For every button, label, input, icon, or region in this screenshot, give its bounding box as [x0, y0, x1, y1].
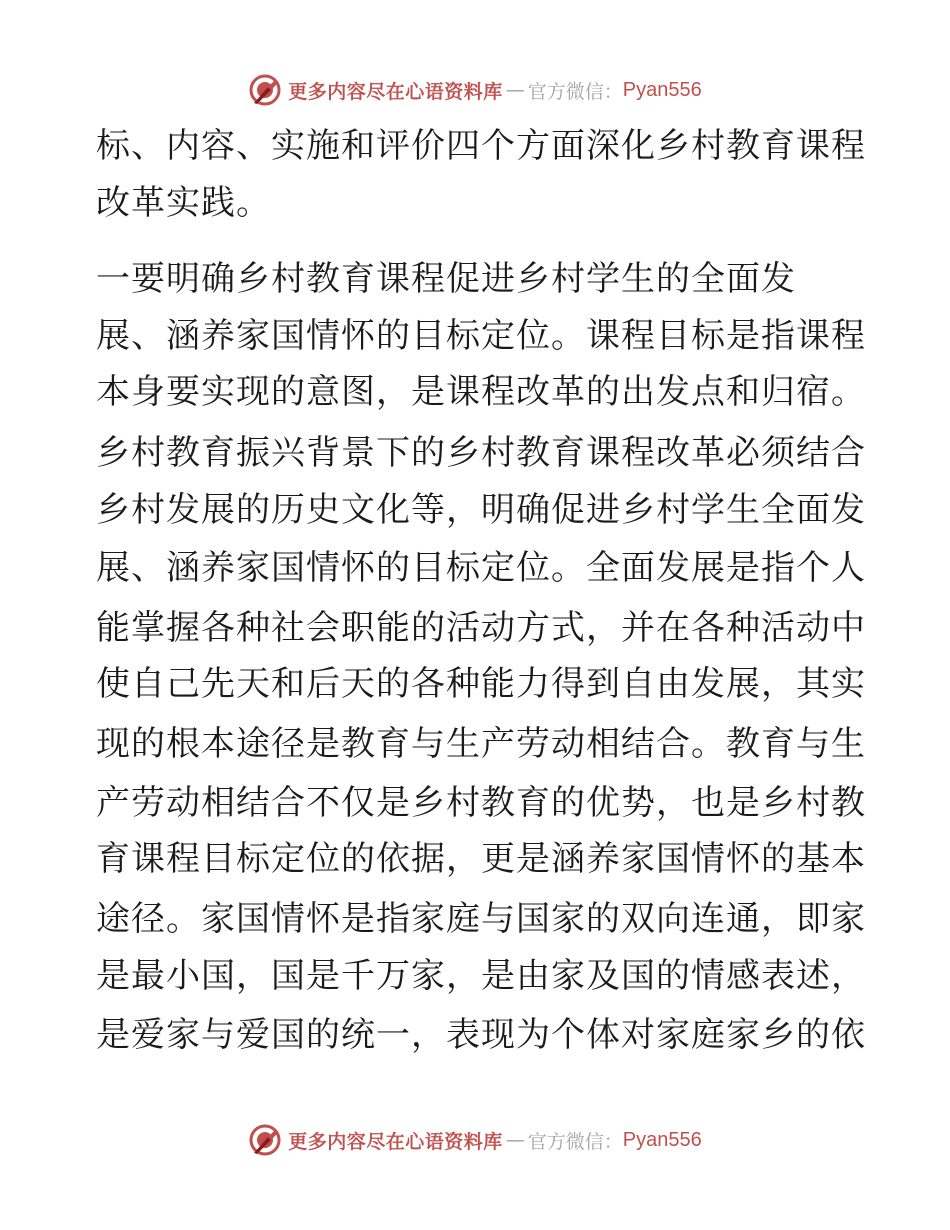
body-line: 途径。家国情怀是指家庭与国家的双向连通，即家	[96, 899, 866, 939]
body-line: 是爱家与爱国的统一，表现为个体对家庭家乡的依	[96, 1015, 866, 1055]
pen-logo-icon	[248, 1123, 282, 1157]
header-banner	[0, 70, 950, 110]
footer-banner	[0, 1120, 950, 1160]
body-line: 乡村教育振兴背景下的乡村教育课程改革必须结合	[96, 433, 866, 473]
body-line: 展、涵养家国情怀的目标定位。课程目标是指课程	[96, 316, 866, 356]
body-line: 育课程目标定位的依据，更是涵养家国情怀的基本	[96, 839, 866, 879]
pen-logo-icon	[248, 73, 282, 107]
body-line: 本身要实现的意图，是课程改革的出发点和归宿。	[96, 372, 866, 412]
body-line: 能掌握各种社会职能的活动方式，并在各种活动中	[96, 608, 866, 648]
body-line: 一要明确乡村教育课程促进乡村学生的全面发	[96, 259, 796, 299]
footer-site-text: 更多内容尽在心语资料库	[288, 1130, 503, 1153]
body-line: 乡村发展的历史文化等，明确促进乡村学生全面发	[96, 490, 866, 530]
header-separator: —	[505, 79, 525, 101]
body-line: 展、涵养家国情怀的目标定位。全面发展是指个人	[96, 548, 866, 588]
body-line: 产劳动相结合不仅是乡村教育的优势，也是乡村教	[96, 783, 866, 823]
header-wechat-label: 官方微信：	[527, 80, 623, 103]
footer-separator: —	[505, 1129, 525, 1151]
footer-wechat-label: 官方微信：	[527, 1130, 623, 1153]
body-line: 是最小国，国是千万家，是由家及国的情感表述，	[96, 956, 866, 996]
body-line: 改革实践。	[96, 183, 271, 223]
header-wechat-id: Pyan556	[622, 78, 702, 101]
header-site-text: 更多内容尽在心语资料库	[288, 80, 503, 103]
body-line: 现的根本途径是教育与生产劳动相结合。教育与生	[96, 724, 866, 764]
body-line: 标、内容、实施和评价四个方面深化乡村教育课程	[96, 126, 866, 166]
footer-wechat-id: Pyan556	[622, 1128, 702, 1151]
body-line: 使自己先天和后天的各种能力得到自由发展，其实	[96, 664, 866, 704]
